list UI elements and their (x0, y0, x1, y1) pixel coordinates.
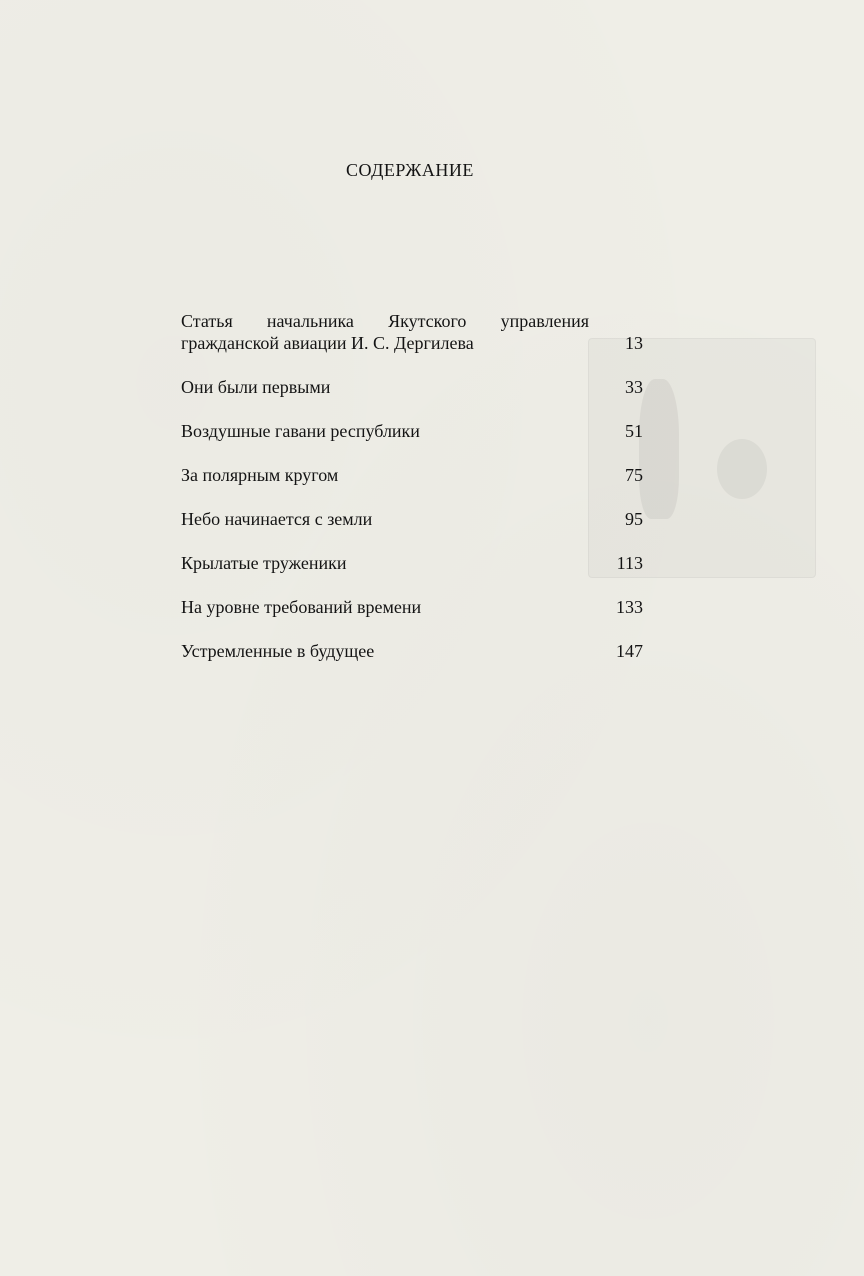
toc-entry-title: Небо начинается с земли (181, 509, 373, 529)
toc-entry (181, 640, 643, 662)
toc-entry-title-line1: Статья начальника Якутского управления (181, 311, 589, 331)
toc-entry-title: Крылатые труженики (181, 553, 347, 573)
toc-entry (181, 552, 643, 574)
toc-entry (181, 508, 643, 530)
toc-entry-title: За полярным кругом (181, 465, 339, 485)
toc-entry-page: 147 (616, 641, 643, 661)
toc-entry-title: Они были первыми (181, 377, 331, 397)
toc-entry-page: 33 (625, 377, 643, 397)
toc-entry (181, 310, 643, 354)
toc-entry-page: 75 (625, 465, 643, 485)
toc-entry-title-line2: гражданской авиации И. С. Дергилева (181, 333, 474, 353)
toc-entry (181, 596, 643, 618)
toc-entry-page: 133 (616, 597, 643, 617)
table-of-contents (181, 310, 643, 684)
toc-entry-page: 13 (625, 333, 643, 353)
toc-entry-page: 51 (625, 421, 643, 441)
toc-entry-title (181, 310, 641, 354)
page-title: СОДЕРЖАНИЕ (346, 160, 474, 180)
toc-entry (181, 376, 643, 398)
toc-entry-page: 95 (625, 509, 643, 529)
toc-entry-title: Воздушные гавани республики (181, 421, 420, 441)
toc-entry (181, 420, 643, 442)
toc-entry-page: 113 (616, 553, 643, 573)
toc-entry-title: На уровне требований времени (181, 597, 422, 617)
toc-entry (181, 464, 643, 486)
toc-entry-title: Устремленные в будущее (181, 641, 375, 661)
